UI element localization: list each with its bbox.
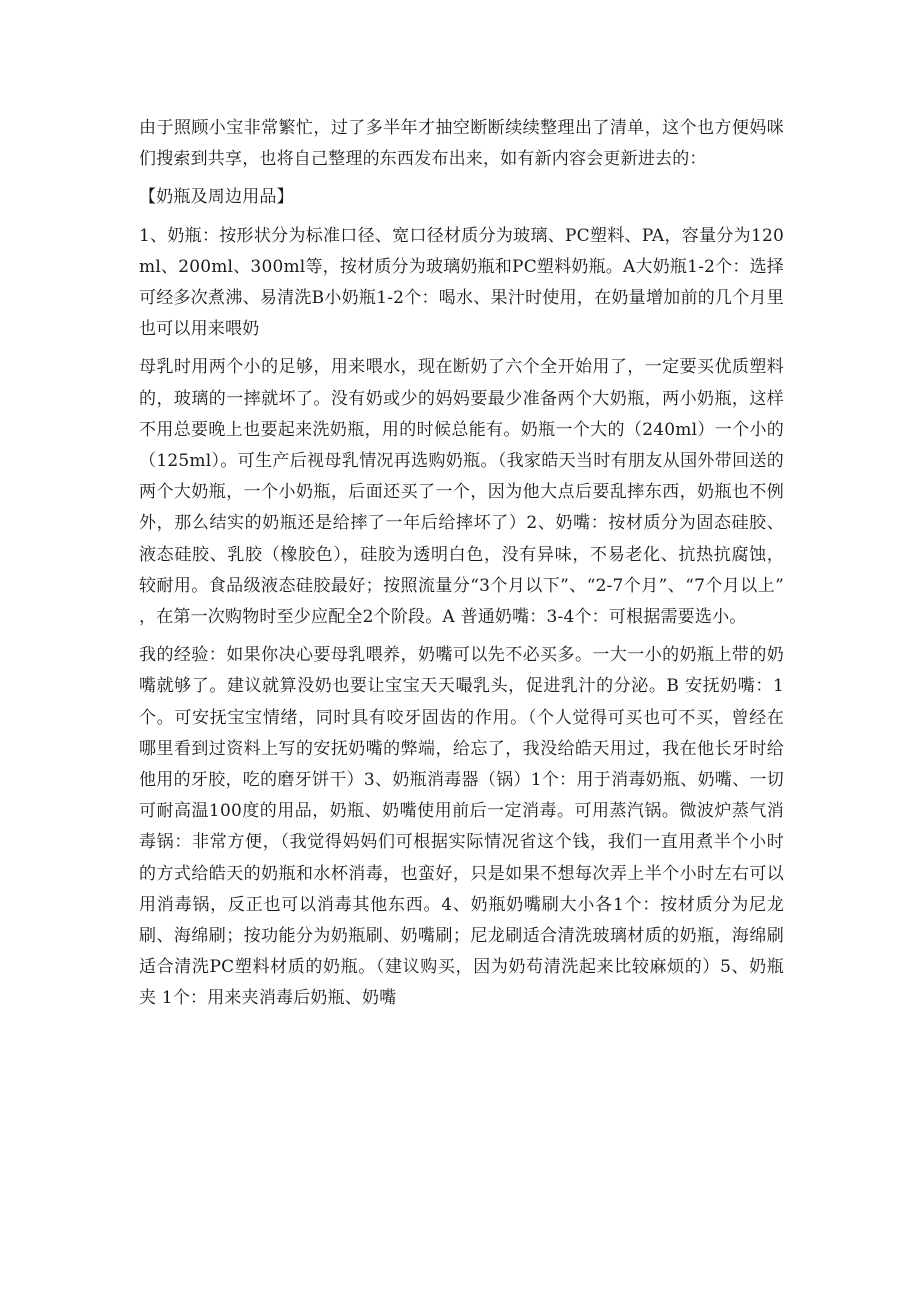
section-heading: 【奶瓶及周边用品】: [139, 187, 294, 208]
experience-paragraph: 我的经验：如果你决心要母乳喂养，奶嘴可以先不必买多。一大一小的奶瓶上带的奶嘴就够了。建议就算没奶也要让宝宝天天嘬乳头，促进乳汁的分泌。B 安抚奶嘴：1个。可安抚宝宝情绪，同时具有咬牙固齿的作用。（个人觉得可买也可不买，曾经在哪里看到过资料上写的安抚奶嘴的弊端，给忘了，我没给皓天用过，我在他长牙时给他用的牙胶，吃的磨牙饼干）3、奶瓶消毒器（锅）1个：用于消毒奶瓶、奶嘴、一切可耐高温100度的用品，奶瓶、奶嘴使用前后一定消毒。可用蒸汽锅。微波炉蒸气消毒锅：非常方便，（我觉得妈妈们可根据实际情况省这个钱，我们一直用煮半个小时的方式给皓天的奶瓶和水杯消毒，也蛮好，只是如果不想每次弄上半个小时左右可以用消毒锅，反正也可以消毒其他东西。4、奶瓶奶嘴刷大小各1个：按材质分为尼龙刷、海绵刷；按功能分为奶瓶刷、奶嘴刷；尼龙刷适合清洗玻璃材质的奶瓶，海绵刷适合清洗PC塑料材质的奶瓶。（建议购买，因为奶苟清洗起来比较麻烦的）5、奶瓶夹 1个：用来夹消毒后奶瓶、奶嘴: [139, 645, 784, 1009]
breastfeeding-paragraph: 母乳时用两个小的足够，用来喂水，现在断奶了六个全开始用了，一定要买优质塑料的，玻璃的一摔就坏了。没有奶或少的妈妈要最少准备两个大奶瓶，两小奶瓶，这样不用总要晚上也要起来洗奶瓶，用的时候总能有。奶瓶一个大的（240ml）一个小的（125ml）。可生产后视母乳情况再选购奶瓶。（我家皓天当时有朋友从国外带回送的两个大奶瓶，一个小奶瓶，后面还买了一个，因为他大点后要乱摔东西，奶瓶也不例外，那么结实的奶瓶还是给摔了一年后给摔坏了）2、奶嘴：按材质分为固态硅胶、液态硅胶、乳胶（橡胶色），硅胶为透明白色，没有异味，不易老化、抗热抗腐蚀，较耐用。食品级液态硅胶最好；按照流量分“3个月以下”、“2-7个月”、“7个月以上” ，在第一次购物时至少应配全2个阶段。A 普通奶嘴：3-4个：可根据需要选小。: [139, 357, 784, 628]
bottle-paragraph: 1、奶瓶：按形状分为标准口径、宽口径材质分为玻璃、PC塑料、PA，容量分为120ml、200ml、300ml等，按材质分为玻璃奶瓶和PC塑料奶瓶。A大奶瓶1-2个：选择可经多次煮沸、易清洗B小奶瓶1-2个：喝水、果汁时使用，在奶量增加前的几个月里也可以用来喂奶: [139, 225, 784, 340]
document-body: [139, 113, 784, 1022]
intro-paragraph: 由于照顾小宝非常繁忙，过了多半年才抽空断断续续整理出了清单，这个也方便妈咪们搜索到共享，也将自己整理的东西发布出来，如有新内容会更新进去的：: [139, 118, 784, 170]
